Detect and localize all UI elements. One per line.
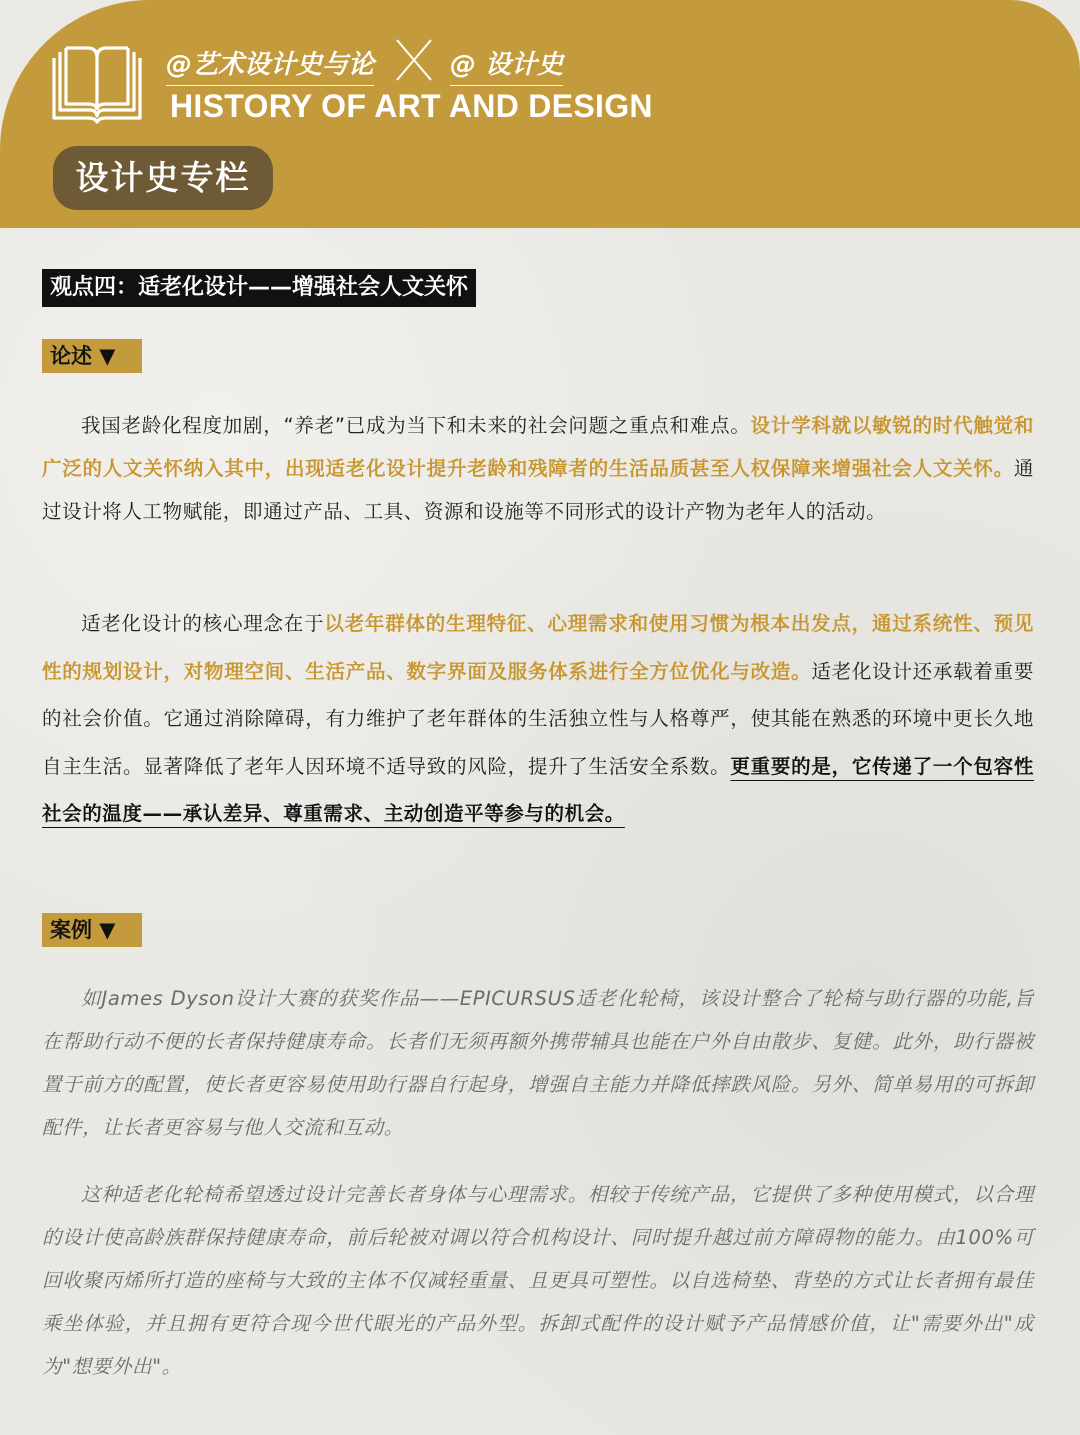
column-badge: 设计史专栏 xyxy=(53,146,273,210)
discussion-paragraph-2 xyxy=(42,600,1034,838)
highlight-text: 以老年群体的生理特征、心理需求和使用习惯为根本出发点，通过系统性、预见性的规划设计，对物理空间、生活产品、数字界面及服务体系进行全方位优化与改造。 xyxy=(42,612,1034,683)
emphasis-text: 更重要的是，它传递了一个包容性社会的温度——承认差异、尊重需求、主动创造平等参与的机会。 xyxy=(42,754,1034,825)
header-banner xyxy=(0,0,1080,228)
section-title: 观点四：适老化设计——增强社会人文关怀 xyxy=(42,269,476,307)
discussion-paragraph-1 xyxy=(42,404,1034,533)
case-paragraph-2: 这种适老化轮椅希望透过设计完善长者身体与心理需求。相较于传统产品，它提供了多种使用模式，以合理的设计使高龄族群保持健康寿命，前后轮被对调以符合机构设计、同时提升越过前方障碍物的能力。由100%可回收聚丙烯所打造的座椅与大致的主体不仅减轻重量、且更具可塑性。以自选椅垫、背垫的方式让长者拥有最佳乘坐体验，并且拥有更符合现今世代眼光的产品外型。拆卸式配件的设计赋予产品情感价值，让"需要外出"成为"想要外出"。 xyxy=(42,1183,1034,1378)
paragraph-text: 适老化设计还承载着重要的社会价值。它通过消除障碍，有力维护了老年群体的生活独立性与人格尊严，使其能在熟悉的环境中更长久地自主生活。显著降低了老年人因环境不适导致的风险，提升了生活安全系数。 xyxy=(42,659,1034,778)
case-paragraph-1: 如James Dyson设计大赛的获奖作品——EPICURSUS适老化轮椅，该设计整合了轮椅与助行器的功能,旨在帮助行动不便的长者保持健康寿命。长者们无须再额外携带辅具也能在户外自由散步、复健。此外，助行器被置于前方的配置，使长者更容易使用助行器自行起身，增强自主能力并降低摔跌风险。另外、简单易用的可拆卸配件，让长者更容易与他人交流和互动。 xyxy=(42,987,1034,1139)
case-tag: 案例 ▼ xyxy=(42,913,142,947)
cross-icon xyxy=(394,38,434,82)
discussion-tag: 论述 ▼ xyxy=(42,339,142,373)
open-book-icon xyxy=(50,44,144,124)
handle-art-design: @艺术设计史与论 xyxy=(166,44,374,86)
paragraph-text: 我国老龄化程度加剧，“养老”已成为当下和未来的社会问题之重点和难点。 xyxy=(81,414,751,437)
highlight-text: 设计学科就以敏锐的时代触觉和广泛的人文关怀纳入其中，出现适老化设计提升老龄和残障者的生活品质甚至人权保障来增强社会人文关怀。 xyxy=(42,414,1035,480)
paragraph-text: 适老化设计的核心理念在于 xyxy=(81,612,325,635)
paragraph-text: 通过设计将人工物赋能，即通过产品、工具、资源和设施等不同形式的设计产物为老年人的活动。 xyxy=(42,457,1034,523)
english-title: HISTORY OF ART AND DESIGN xyxy=(170,88,653,124)
handle-design-history: @ 设计史 xyxy=(450,44,563,86)
